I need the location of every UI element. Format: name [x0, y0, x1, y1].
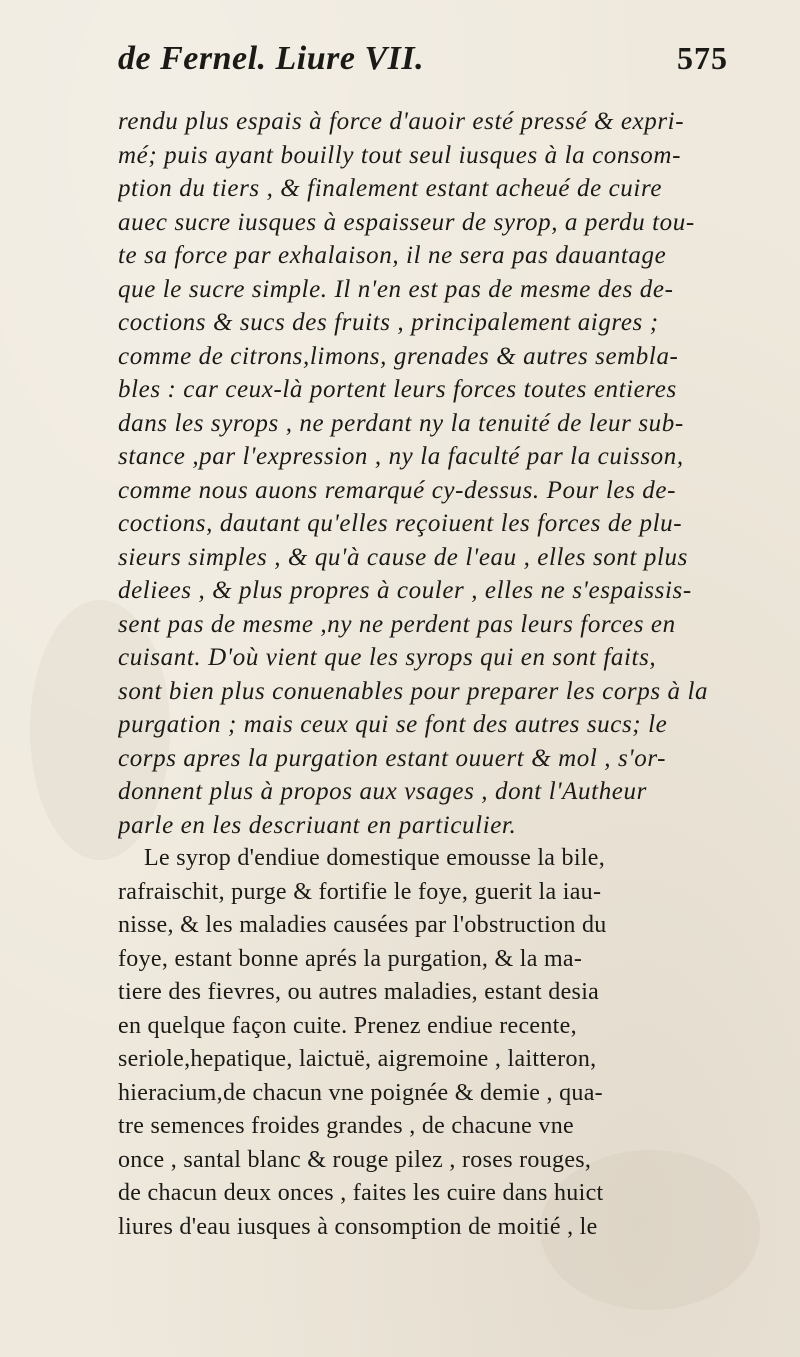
roman-line: tiere des fievres, ou autres maladies, estant desia	[118, 979, 600, 1005]
italic-line: sent pas de mesme ,ny ne perdent pas leurs forces en	[118, 610, 676, 638]
italic-line: corps apres la purgation estant ouuert & mol , s'or-	[118, 744, 667, 772]
italic-line: coctions, dautant qu'elles reçoiuent les forces de plu-	[118, 510, 683, 537]
roman-line: foye, estant bonne aprés la purgation, & la ma-	[118, 945, 583, 972]
body-text	[118, 105, 738, 1244]
roman-line: rafraischit, purge & fortifie le foye, guerit la iau-	[118, 878, 602, 905]
roman-line: de chacun deux onces , faites les cuire dans huict	[118, 1180, 604, 1206]
italic-line: cuisant. D'où vient que les syrops qui en sont faits,	[118, 644, 657, 671]
italic-line: purgation ; mais ceux qui se font des autres sucs; le	[118, 711, 668, 738]
roman-line: Le syrop d'endiue domestique emousse la bile,	[144, 845, 606, 871]
italic-line: comme nous auons remarqué cy-dessus. Pour les de-	[118, 476, 677, 504]
italic-line: bles : car ceux-là portent leurs forces toutes entieres	[118, 376, 677, 403]
italic-line: donnent plus à propos aux vsages , dont l'Autheur	[118, 778, 647, 805]
italic-line: ption du tiers , & finalement estant acheué de cuire	[118, 175, 663, 202]
italic-line: dans les syrops , ne perdant ny la tenuité de leur sub-	[118, 409, 684, 437]
italic-line: deliees , & plus propres à couler , elles ne s'espaissis-	[118, 577, 692, 604]
italic-line: te sa force par exhalaison, il ne sera pas dauantage	[118, 242, 667, 269]
italic-line: auec sucre iusques à espaisseur de syrop, a perdu tou-	[118, 208, 695, 236]
italic-line: mé; puis ayant bouilly tout seul iusques à la consom-	[118, 141, 681, 169]
italic-line: parle en les descriuant en particulier.	[118, 811, 517, 839]
roman-line: nisse, & les maladies causées par l'obstruction du	[118, 912, 607, 938]
italic-line: comme de citrons,limons, grenades & autres sembla-	[118, 342, 679, 370]
running-title: de Fernel. Liure VII.	[118, 40, 425, 77]
page-header	[118, 40, 728, 88]
italic-line: que le sucre simple. Il n'en est pas de mesme des de-	[118, 275, 674, 303]
roman-line: once , santal blanc & rouge pilez , roses rouges,	[118, 1146, 592, 1173]
italic-line: rendu plus espais à force d'auoir esté pressé & expri-	[118, 108, 685, 135]
italic-line: stance ,par l'expression , ny la faculté par la cuisson,	[118, 443, 684, 470]
italic-line: sont bien plus conuenables pour preparer les corps à la	[118, 677, 709, 705]
italic-line: sieurs simples , & qu'à cause de l'eau , elles sont plus	[118, 543, 688, 571]
roman-line: seriole,hepatique, laictuë, aigremoine , laitteron,	[118, 1046, 597, 1072]
roman-line: en quelque façon cuite. Prenez endiue recente,	[118, 1012, 577, 1039]
italic-line: coctions & sucs des fruits , principalement aigres ;	[118, 309, 659, 336]
roman-line: tre semences froides grandes , de chacune vne	[118, 1113, 574, 1139]
roman-line: liures d'eau iusques à consomption de moitié , le	[118, 1213, 598, 1240]
roman-line: hieracium,de chacun vne poignée & demie , qua-	[118, 1079, 603, 1106]
page-number: 575	[677, 40, 728, 76]
